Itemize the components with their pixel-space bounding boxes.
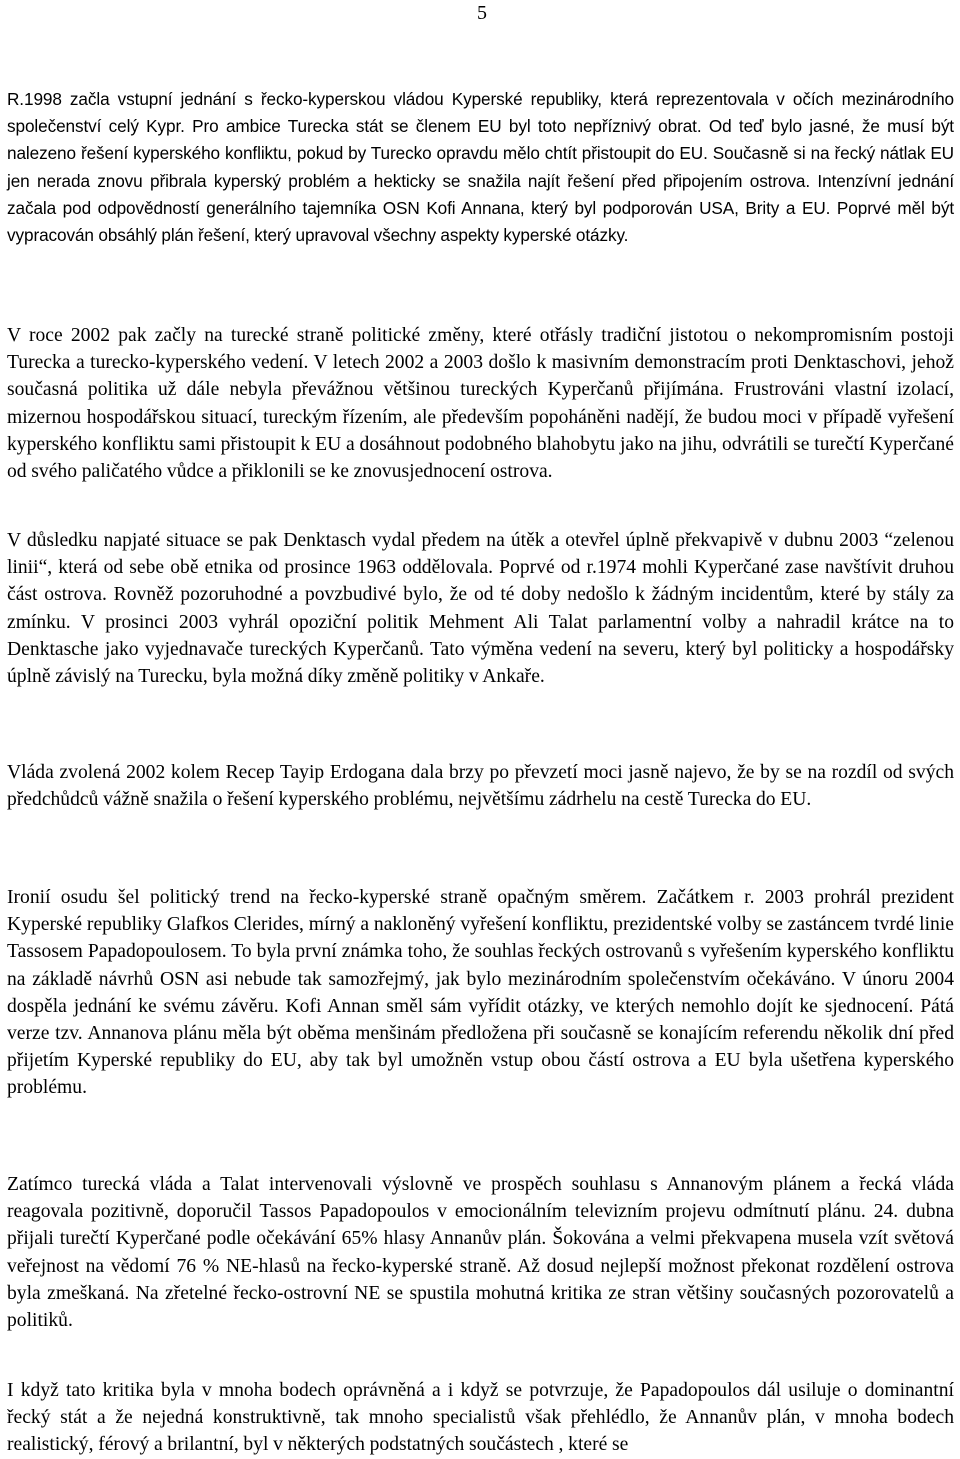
paragraph-3 xyxy=(7,527,954,690)
paragraph-7-text: I když tato kritika byla v mnoha bodech oprávněná a i když se potvrzuje, že Papadopoulos dál usiluje o dominantní řecký stát a že nejedná konstruktivně, tak mnoho specialistů však přehlédlo, že Annanův plán, v mnoha bodech realistický, férový a brilantní, byl v některých podstatných součástech , které se xyxy=(7,1380,954,1456)
page-number: 5 xyxy=(477,2,487,24)
paragraph-6-text: Zatímco turecká vláda a Talat intervenovali výslovně ve prospěch souhlasu s Annanovým plánem a řecká vláda reagovala pozitivně, doporučil Tassos Papadopoulos v emocionálním televizním projevu odmítnutí plánu. 24. dubna přijali turečtí Kyperčané podle očekávání 65% hlasy Annanův plán. Šokována a velmi překvapena musela vzít světová veřejnost na vědomí 76 % NE-hlasů na řecko-kyperské straně. Až dosud nejlepší možnost překonat rozdělení ostrova byla zmeškaná. Na zřetelné řecko-ostrovní NE se spustila mohutná kritika ze stran většiny současných pozorovatelů a politiků. xyxy=(7,1174,954,1332)
paragraph-2 xyxy=(7,322,954,485)
paragraph-1 xyxy=(7,86,954,249)
paragraph-5 xyxy=(7,884,954,1102)
paragraph-2-text: V roce 2002 pak začly na turecké straně politické změny, které otřásly tradiční jistotou o nekompromisním postoji Turecka a turecko-kyperského vedení. V letech 2002 a 2003 došlo k masivním demonstracím proti Denktaschovi, jehož současná politika už dále nebyla převážnou většinou tureckých Kyperčanů přijímána. Frustrováni vlastní izolací, mizernou hospodářskou situací, tureckým řízením, ale především popoháněni nadějí, že budou moci v případě vyřešení kyperského konfliktu sami přistoupit k EU a dosáhnout podobného blahobytu jako na jihu, odvrátili se turečtí Kyperčané od svého paličatého vůdce a přiklonili se ke znovusjednocení ostrova. xyxy=(7,325,954,483)
paragraph-3-text: V důsledku napjaté situace se pak Denktasch vydal předem na útěk a otevřel úplně překvapivě v dubnu 2003 “zelenou linii“, která od sebe obě etnika od prosince 1963 oddělovala. Poprvé od r.1974 mohli Kyperčané zase navštívit druhou část ostrova. Rovněž pozoruhodné a povzbudivé bylo, že od té doby nedošlo k žádným incidentům, které by stály za zmínku. V prosinci 2003 vyhrál opoziční politik Mehment Ali Talat parlamentní volby a nahradil krátce na to Denktasche jako vyjednavače tureckých Kyperčanů. Tato výměna vedení na severu, který byl politicky a hospodářsky úplně závislý na Turecku, byla možná díky změně politiky v Ankaře. xyxy=(7,530,954,688)
paragraph-4-text: Vláda zvolená 2002 kolem Recep Tayip Erdogana dala brzy po převzetí moci jasně najevo, že by se na rozdíl od svých předchůdců vážně snažila o řešení kyperského problému, největšímu zádrhelu na cestě Turecka do EU. xyxy=(7,762,954,811)
paragraph-7 xyxy=(7,1377,954,1459)
paragraph-5-text: Ironií osudu šel politický trend na řecko-kyperské straně opačným směrem. Začátkem r. 2003 prohrál prezident Kyperské republiky Glafkos Clerides, mírný a nakloněný vyřešení konfliktu, prezidentské volby se zastáncem tvrdé linie Tassosem Papadopoulosem. To byla první známka toho, že souhlas řeckých ostrovanů s vyřešením kyperského konfliktu na základě návrhů OSN asi nebude tak samozřejmý, jak bylo mezinárodním společenstvím očekáváno. V únoru 2004 dospěla jednání ke svému závěru. Kofi Annan směl sám vyřídit otázky, ve kterých nemohlo dojít ke sjednocení. Pátá verze tzv. Annanova plánu měla být oběma menšinám předložena při současně se konajícím referendu několik dní před přijetím Kyperské republiky do EU, aby tak byl umožněn vstup obou částí ostrova a EU byla ušetřena kyperského problému. xyxy=(7,887,954,1099)
paragraph-1-text: R.1998 začla vstupní jednání s řecko-kyperskou vládou Kyperské republiky, která reprezentovala v očích mezinárodního společenství celý Kypr. Pro ambice Turecka stát se členem EU byl toto nepříznivý obrat. Od teď bylo jasné, že musí být nalezeno řešení kyperského konfliktu, pokud by Turecko opravdu mělo chtít přistoupit do EU. Současně si na řecký nátlak EU jen nerada znovu přibrala kyperský problém a hekticky se snažila najít řešení před připojením ostrova. Intenzívní jednání začala pod odpovědností generálního tajemníka OSN Kofi Annana, který byl podporován USA, Brity a EU. Poprvé měl být vypracován obsáhlý plán řešení, který upravoval všechny aspekty kyperské otázky. xyxy=(7,89,954,246)
paragraph-6 xyxy=(7,1171,954,1334)
paragraph-4 xyxy=(7,759,954,813)
